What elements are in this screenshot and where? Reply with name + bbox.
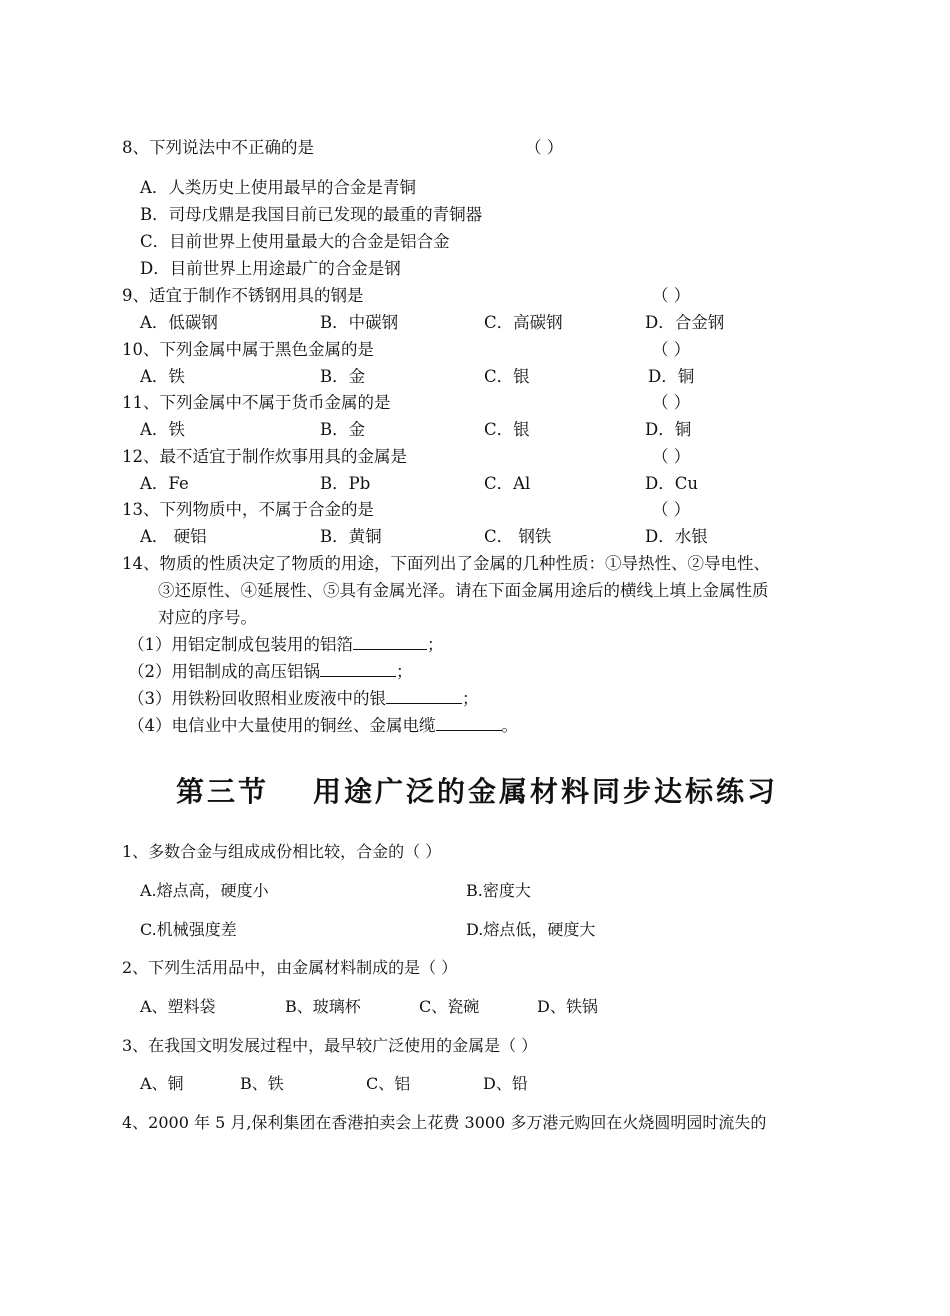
q9-option-d: D．合金钢 bbox=[645, 313, 725, 332]
p2-q2-option-b: B、玻璃杯 bbox=[285, 997, 361, 1016]
q11-answer-paren[interactable]: （ ） bbox=[652, 393, 691, 412]
p2-q1-option-c: C.机械强度差 bbox=[140, 920, 237, 939]
q8-option-d: D．目前世界上用途最广的合金是钢 bbox=[140, 259, 401, 278]
q9-option-c: C．高碳钢 bbox=[484, 313, 563, 332]
q14-item-3-text: （3）用铁粉回收照相业废液中的银 bbox=[128, 689, 386, 708]
q10-option-c: C．银 bbox=[484, 367, 530, 386]
p2-q1-option-a: A.熔点高，硬度小 bbox=[140, 881, 269, 900]
q13-answer-paren[interactable]: （ ） bbox=[652, 500, 691, 519]
p2-q2-option-c: C、瓷碗 bbox=[419, 997, 480, 1016]
q14-item-2-end: ； bbox=[396, 662, 413, 681]
section-title-number: 第三节 bbox=[176, 775, 270, 808]
q8-option-b: B．司母戊鼎是我国目前已发现的最重的青铜器 bbox=[140, 205, 483, 224]
q14-item-1-text: （1）用铝定制成包装用的铝箔 bbox=[128, 635, 353, 654]
q14-item-3-end: ； bbox=[462, 689, 479, 708]
q8-option-a: A．人类历史上使用最早的合金是青铜 bbox=[140, 178, 416, 197]
p2-q1-stem: 1、多数合金与组成成份相比较，合金的（ ） bbox=[122, 842, 442, 861]
q14-item-4-text: （4）电信业中大量使用的铜丝、金属电缆 bbox=[128, 716, 436, 735]
p2-q4-stem: 4、2000 年 5 月,保利集团在香港拍卖会上花费 3000 多万港元购回在火烧圆明园时流失的 bbox=[122, 1113, 767, 1132]
q14-item-2-text: （2）用铝制成的高压铝锅 bbox=[128, 662, 320, 681]
q13-option-d: D．水银 bbox=[645, 527, 708, 546]
p2-q2-option-d: D、铁锅 bbox=[537, 997, 598, 1016]
q12-answer-paren[interactable]: （ ） bbox=[652, 447, 691, 466]
p2-q3-option-d: D、铅 bbox=[483, 1074, 528, 1093]
p2-q3-stem: 3、在我国文明发展过程中，最早较广泛使用的金属是（ ） bbox=[122, 1036, 538, 1055]
q11-option-d: D．铜 bbox=[645, 420, 692, 439]
q12-stem: 12、最不适宜于制作炊事用具的金属是 bbox=[122, 447, 407, 466]
q11-option-a: A．铁 bbox=[140, 420, 185, 439]
q14-item-2 bbox=[128, 660, 413, 683]
q14-item-1 bbox=[128, 633, 444, 656]
q11-option-b: B．金 bbox=[320, 420, 366, 439]
q11-stem: 11、下列金属中不属于货币金属的是 bbox=[122, 393, 391, 412]
p2-q3-option-c: C、铝 bbox=[366, 1074, 411, 1093]
q13-option-c: C． 钢铁 bbox=[484, 527, 552, 546]
section-title bbox=[176, 770, 778, 810]
p2-q2-option-a: A、塑料袋 bbox=[140, 997, 216, 1016]
q14-item-1-blank[interactable] bbox=[353, 633, 427, 650]
p2-q3-option-b: B、铁 bbox=[240, 1074, 284, 1093]
q12-option-d: D．Cu bbox=[645, 474, 698, 493]
q11-option-c: C．银 bbox=[484, 420, 530, 439]
q14-stem-line-3: 对应的序号。 bbox=[158, 608, 257, 627]
q14-item-4-end: 。 bbox=[501, 716, 518, 735]
q10-stem: 10、下列金属中属于黑色金属的是 bbox=[122, 340, 374, 359]
section-title-text: 用途广泛的金属材料同步达标练习 bbox=[313, 775, 779, 808]
p2-q1-option-d: D.熔点低，硬度大 bbox=[466, 920, 596, 939]
p2-q1-option-b: B.密度大 bbox=[466, 881, 531, 900]
q10-option-a: A．铁 bbox=[140, 367, 185, 386]
q13-option-a: A． 硬铝 bbox=[140, 527, 207, 546]
q14-item-3-blank[interactable] bbox=[386, 687, 462, 704]
q14-item-2-blank[interactable] bbox=[320, 660, 396, 677]
q9-option-a: A．低碳钢 bbox=[140, 313, 218, 332]
q12-option-a: A．Fe bbox=[140, 474, 189, 493]
q10-option-d: D．铜 bbox=[648, 367, 695, 386]
q14-item-4-blank[interactable] bbox=[436, 714, 502, 731]
q13-option-b: B．黄铜 bbox=[320, 527, 382, 546]
q8-answer-paren[interactable]: （ ） bbox=[525, 138, 564, 157]
q9-option-b: B．中碳钢 bbox=[320, 313, 399, 332]
q8-option-c: C．目前世界上使用量最大的合金是铝合金 bbox=[140, 232, 450, 251]
q14-item-1-end: ； bbox=[427, 635, 444, 654]
q10-answer-paren[interactable]: （ ） bbox=[652, 340, 691, 359]
q8-stem: 8、下列说法中不正确的是 bbox=[122, 138, 314, 157]
q14-item-3 bbox=[128, 687, 479, 710]
q10-option-b: B．金 bbox=[320, 367, 366, 386]
q13-stem: 13、下列物质中，不属于合金的是 bbox=[122, 500, 374, 519]
q9-stem: 9、适宜于制作不锈钢用具的钢是 bbox=[122, 286, 364, 305]
q12-option-b: B．Pb bbox=[320, 474, 371, 493]
q14-stem-line-2: ③还原性、④延展性、⑤具有金属光泽。请在下面金属用途后的横线上填上金属性质 bbox=[158, 581, 769, 600]
q14-stem-line-1: 14、物质的性质决定了物质的用途，下面列出了金属的几种性质：①导热性、②导电性、 bbox=[122, 554, 770, 573]
p2-q3-option-a: A、铜 bbox=[140, 1074, 184, 1093]
q9-answer-paren[interactable]: （ ） bbox=[652, 286, 691, 305]
q14-item-4 bbox=[128, 714, 518, 737]
q12-option-c: C．Al bbox=[484, 474, 531, 493]
p2-q2-stem: 2、下列生活用品中，由金属材料制成的是（ ） bbox=[122, 958, 458, 977]
